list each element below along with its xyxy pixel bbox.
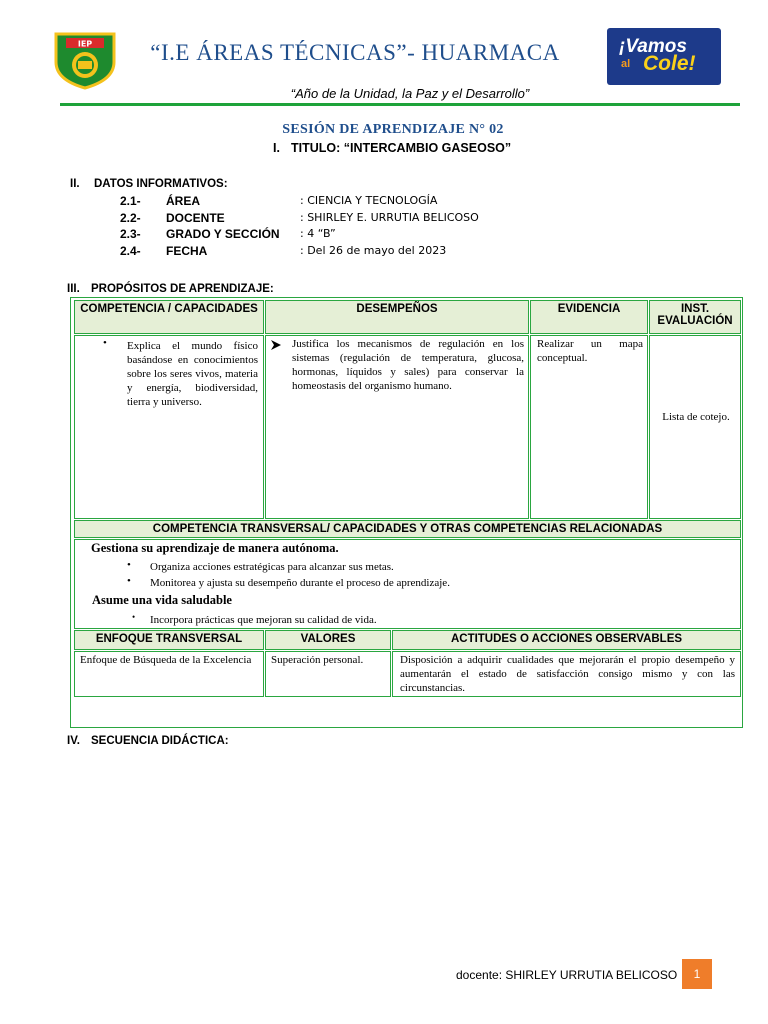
propositos-heading (67, 283, 274, 295)
propositos-heading-text: PROPÓSITOS DE APRENDIZAJE: (91, 283, 274, 295)
footer-teacher: docente: SHIRLEY URRUTIA BELICOSO (456, 968, 678, 982)
enfoque-text: Enfoque de Búsqueda de la Excelencia (80, 654, 252, 666)
header-instrumento: INST. EVALUACIÓN (649, 300, 741, 334)
datos-heading-text: DATOS INFORMATIVOS: (94, 178, 228, 190)
datos-row (120, 211, 620, 227)
logo-line-3: Cole! (643, 52, 696, 75)
datos-row-number: 2.2- (120, 210, 141, 225)
header-enfoque: ENFOQUE TRANSVERSAL (74, 630, 264, 650)
secuencia-heading-text: SECUENCIA DIDÁCTICA: (91, 735, 229, 747)
section-number: II. (70, 178, 80, 190)
datos-row (120, 194, 620, 210)
cell-enfoque (74, 651, 264, 697)
header-competencia: COMPETENCIA / CAPACIDADES (74, 300, 264, 334)
datos-row (120, 227, 620, 243)
cell-transversal (74, 539, 741, 629)
bullet-icon: • (127, 559, 131, 571)
header-valores: VALORES (265, 630, 391, 650)
datos-row-label: DOCENTE (166, 210, 225, 225)
desempeno-text: Justifica los mecanismos de regulación en los sistemas (regulación de temperatura, glucosa, hormonas, líquidos y sales) para conservar la homeostasis del organismo humano. (292, 338, 524, 392)
section-number: IV. (67, 735, 81, 747)
cell-evidencia (530, 335, 648, 519)
transversal-competence-1: Gestiona su aprendizaje de manera autónoma. (91, 541, 339, 555)
datos-row-label: FECHA (166, 243, 208, 258)
session-title: SESIÓN DE APRENDIZAJE N° 02 (282, 122, 504, 137)
datos-heading (70, 178, 228, 190)
cell-instrumento (649, 335, 741, 519)
datos-row-value: : Del 26 de mayo del 2023 (300, 243, 447, 257)
datos-row-value: : SHIRLEY E. URRUTIA BELICOSO (300, 210, 479, 224)
page-number: 1 (682, 959, 712, 989)
datos-row-label: ÁREA (166, 194, 201, 208)
logo-letters: IEP (77, 39, 93, 49)
vamos-al-cole-logo (607, 28, 721, 85)
competencia-text: Explica el mundo físico basándose en conocimientos sobre los seres vivos, materia y energía, biodiversidad, tierra y universo. (127, 340, 258, 408)
logo-line-1: ¡Vamos (619, 36, 687, 57)
instrumento-text: Lista de cotejo. (662, 411, 730, 423)
arrow-bullet-icon (271, 340, 281, 350)
valor-text: Superación personal. (271, 654, 364, 666)
transversal-competence-2: Asume una vida saludable (92, 593, 232, 607)
session-topic-text: TITULO: “INTERCAMBIO GASEOSO” (291, 141, 512, 155)
datos-row-label: GRADO Y SECCIÓN (166, 227, 280, 241)
transversal-item: Monitorea y ajusta su desempeño durante el proceso de aprendizaje. (150, 577, 450, 589)
header-desempenos: DESEMPEÑOS (265, 300, 529, 334)
datos-row-value: : CIENCIA Y TECNOLOGÍA (300, 194, 438, 207)
datos-row-number: 2.3- (120, 227, 141, 241)
cell-competencia (74, 335, 264, 519)
session-topic (273, 141, 511, 155)
cell-valor (265, 651, 391, 697)
header-divider (60, 103, 740, 106)
section-number: III. (67, 283, 80, 295)
datos-row-number: 2.1- (120, 194, 141, 208)
bullet-icon: • (103, 337, 107, 349)
datos-list (120, 194, 620, 264)
bullet-icon: • (132, 612, 136, 622)
section-number: I. (273, 141, 280, 155)
cell-desempeno (265, 335, 529, 519)
header-actitudes: ACTITUDES O ACCIONES OBSERVABLES (392, 630, 741, 650)
header-evidencia: EVIDENCIA (530, 300, 648, 334)
datos-row-value: : 4 “B” (300, 227, 336, 240)
datos-row (120, 244, 620, 260)
cell-actitud (392, 651, 741, 697)
transversal-item: Incorpora prácticas que mejoran su calidad de vida. (150, 614, 377, 626)
motto: “Año de la Unidad, la Paz y el Desarrollo” (290, 86, 530, 101)
datos-row-number: 2.4- (120, 243, 141, 258)
header-transversal: COMPETENCIA TRANSVERSAL/ CAPACIDADES Y OTRAS COMPETENCIAS RELACIONADAS (74, 520, 741, 538)
bullet-icon: • (127, 575, 131, 587)
school-name: “I.E ÁREAS TÉCNICAS”- HUARMACA (150, 40, 560, 65)
actitud-text: Disposición a adquirir cualidades que mejorarán el propio desempeño y aumentarán el estado de satisfacción consigo mismo y con las circunstancias. (400, 654, 735, 694)
transversal-item: Organiza acciones estratégicas para alcanzar sus metas. (150, 561, 394, 573)
secuencia-heading (67, 735, 229, 747)
logo-line-2: al (621, 58, 631, 70)
evidencia-text: Realizar un mapa conceptual. (537, 338, 643, 364)
